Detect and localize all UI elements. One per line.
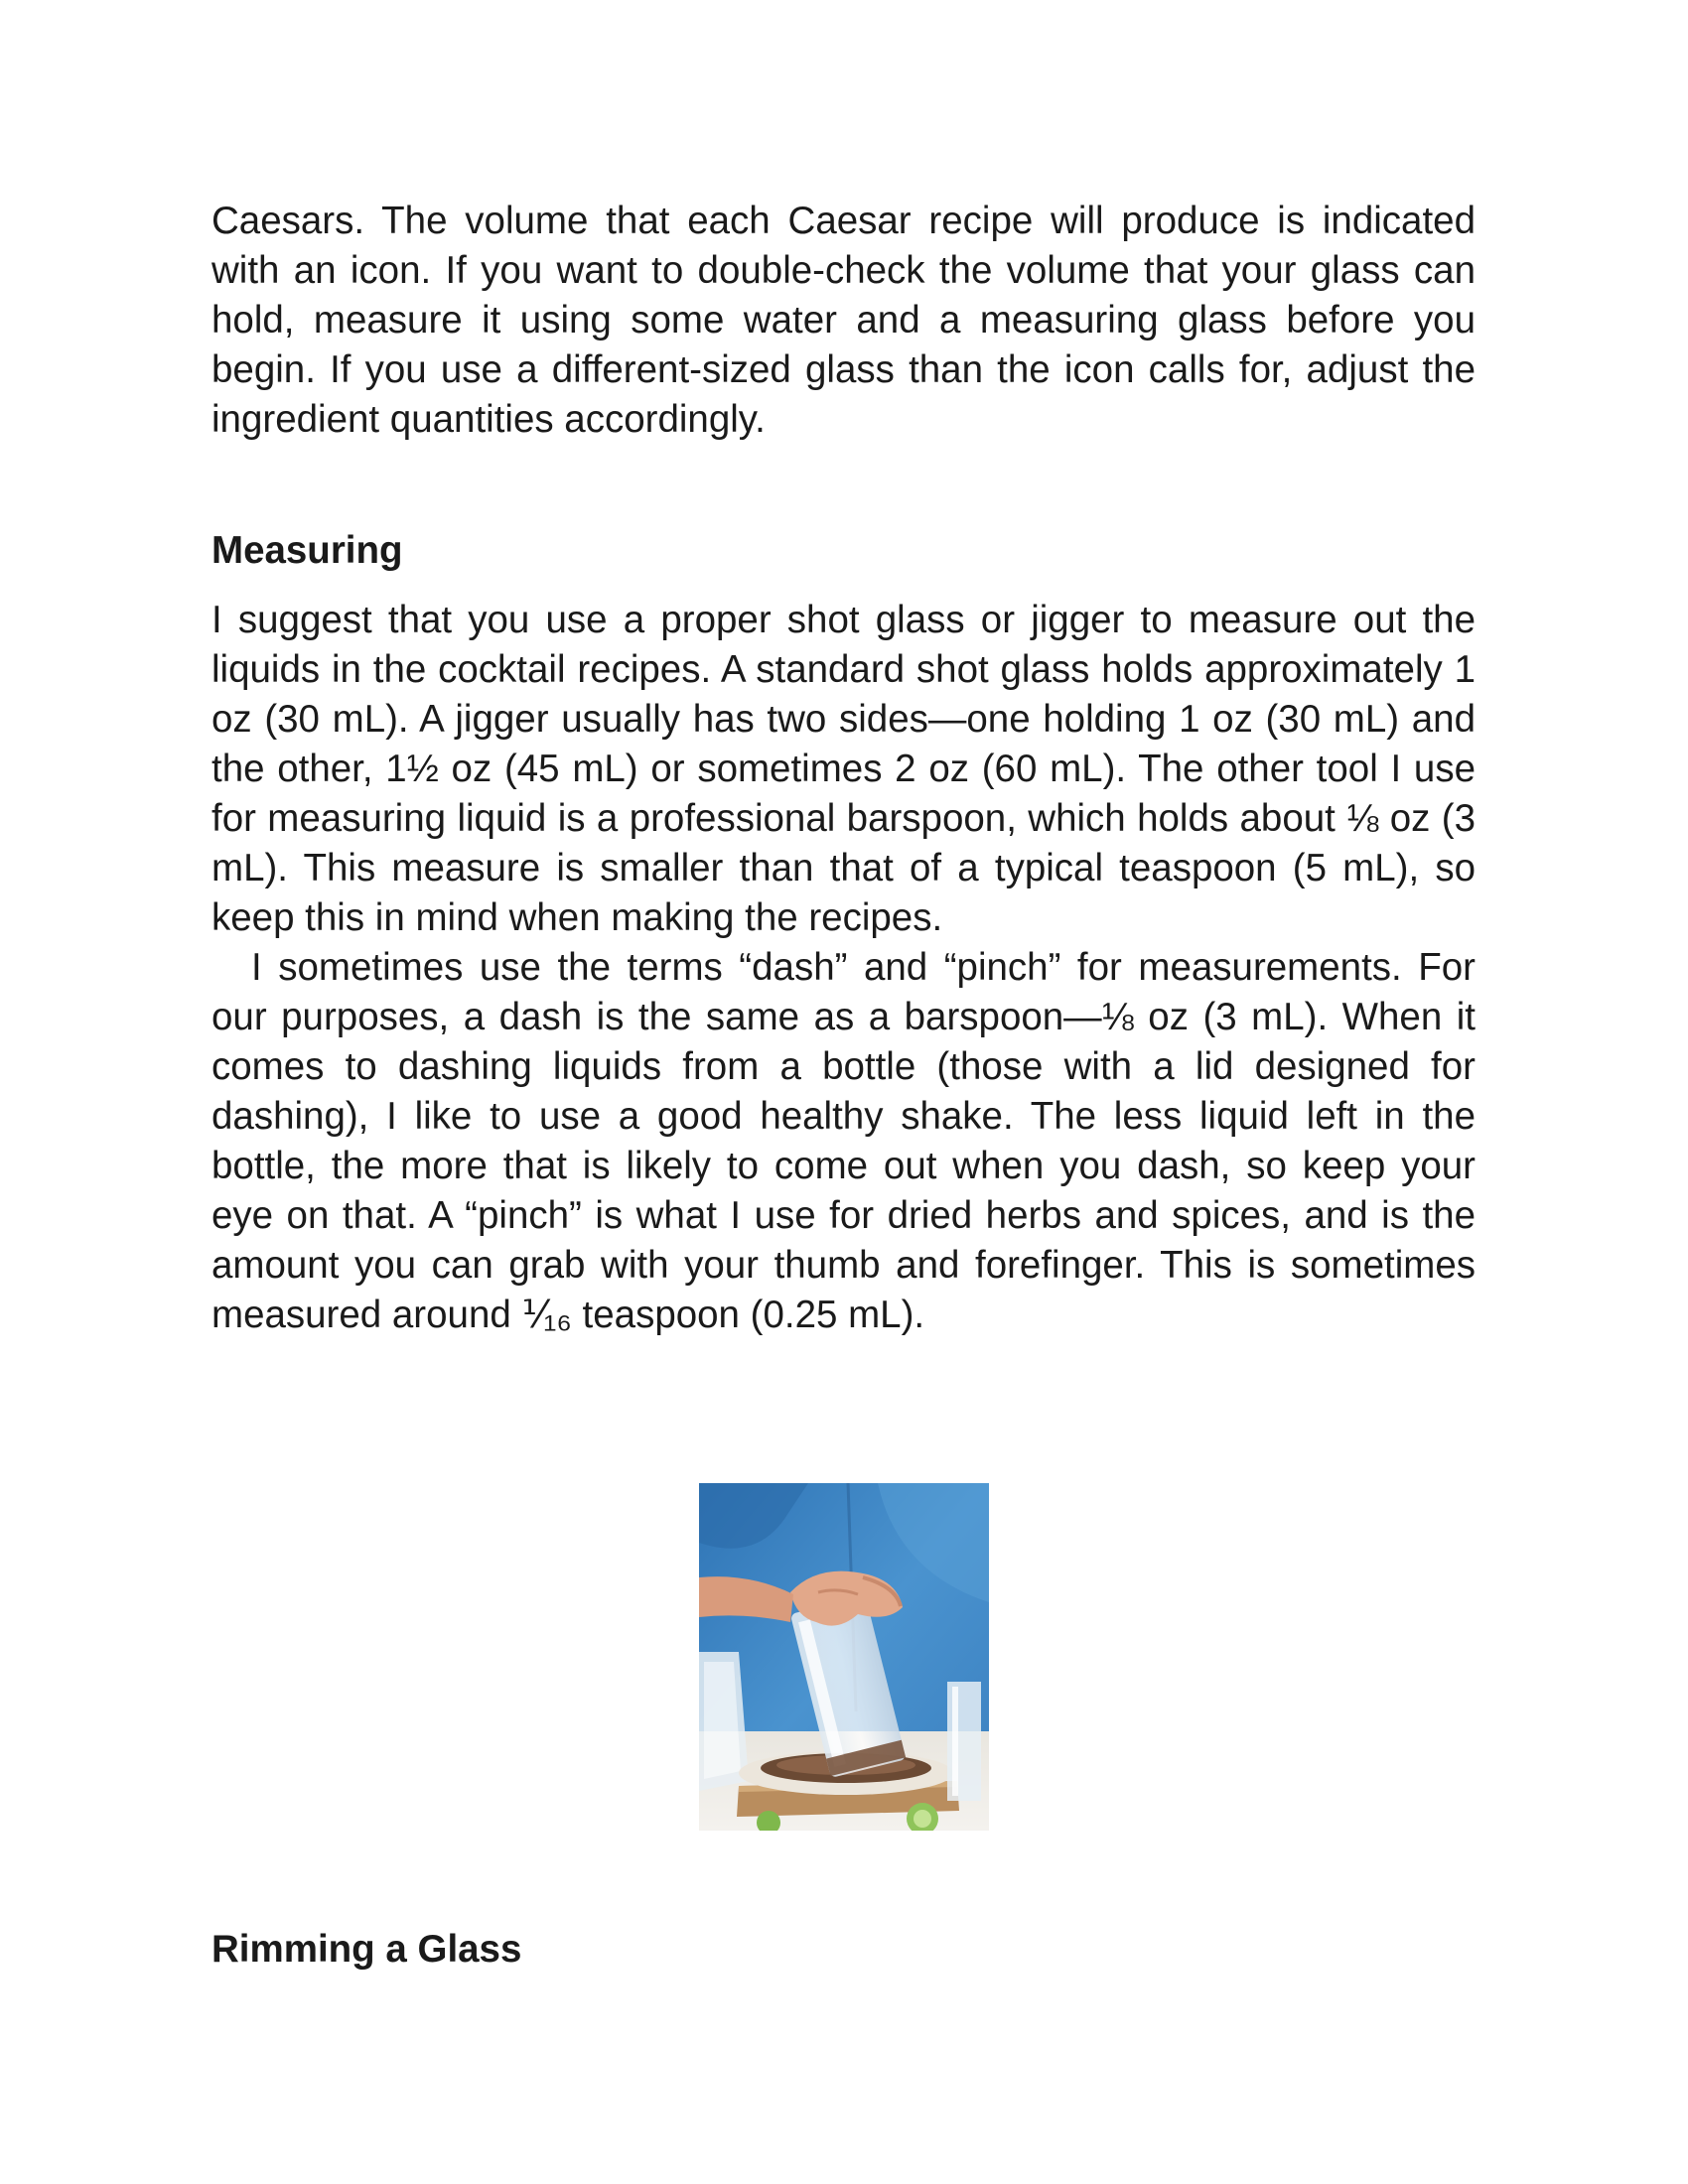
measuring-paragraph-2: I sometimes use the terms “dash” and “pinch” for measurements. For our purposes, a dash is the same as a barspoon—⅛ oz (3 mL). When it comes to dashing liquids from a bottle (those with a lid designed for dashing), I like to use a good healthy shake. The less liquid left in the bottle, the more that is likely to come out when you dash, so keep your eye on that. A “pinch” is what I use for dried herbs and spices, and is the amount you can grab with your thumb and forefinger. This is sometimes measured around ⅟₁₆ teaspoon (0.25 mL).	[211, 946, 1476, 1336]
glass-rimming-photo	[699, 1483, 989, 1831]
intro-paragraph: Caesars. The volume that each Caesar recipe will produce is indicated with an icon. If you want to double-check the volume that your glass can hold, measure it using some water and a measuring glass before you begin. If you use a different-sized glass than the icon calls for, adjust the ingredient quantities accordingly.	[211, 200, 1476, 441]
page-content	[211, 197, 1476, 1340]
section-heading-measuring: Measuring	[211, 529, 403, 572]
section-heading-rimming: Rimming a Glass	[211, 1928, 522, 1971]
measuring-paragraph-1: I suggest that you use a proper shot glass or jigger to measure out the liquids in the cocktail recipes. A standard shot glass holds approximately 1 oz (30 mL). A jigger usually has two sides—one holding 1 oz (30 mL) and the other, 1½ oz (45 mL) or sometimes 2 oz (60 mL). The other tool I use for measuring liquid is a professional barspoon, which holds about ⅛ oz (3 mL). This measure is smaller than that of a typical teaspoon (5 mL), so keep this in mind when making the recipes.	[211, 599, 1476, 939]
